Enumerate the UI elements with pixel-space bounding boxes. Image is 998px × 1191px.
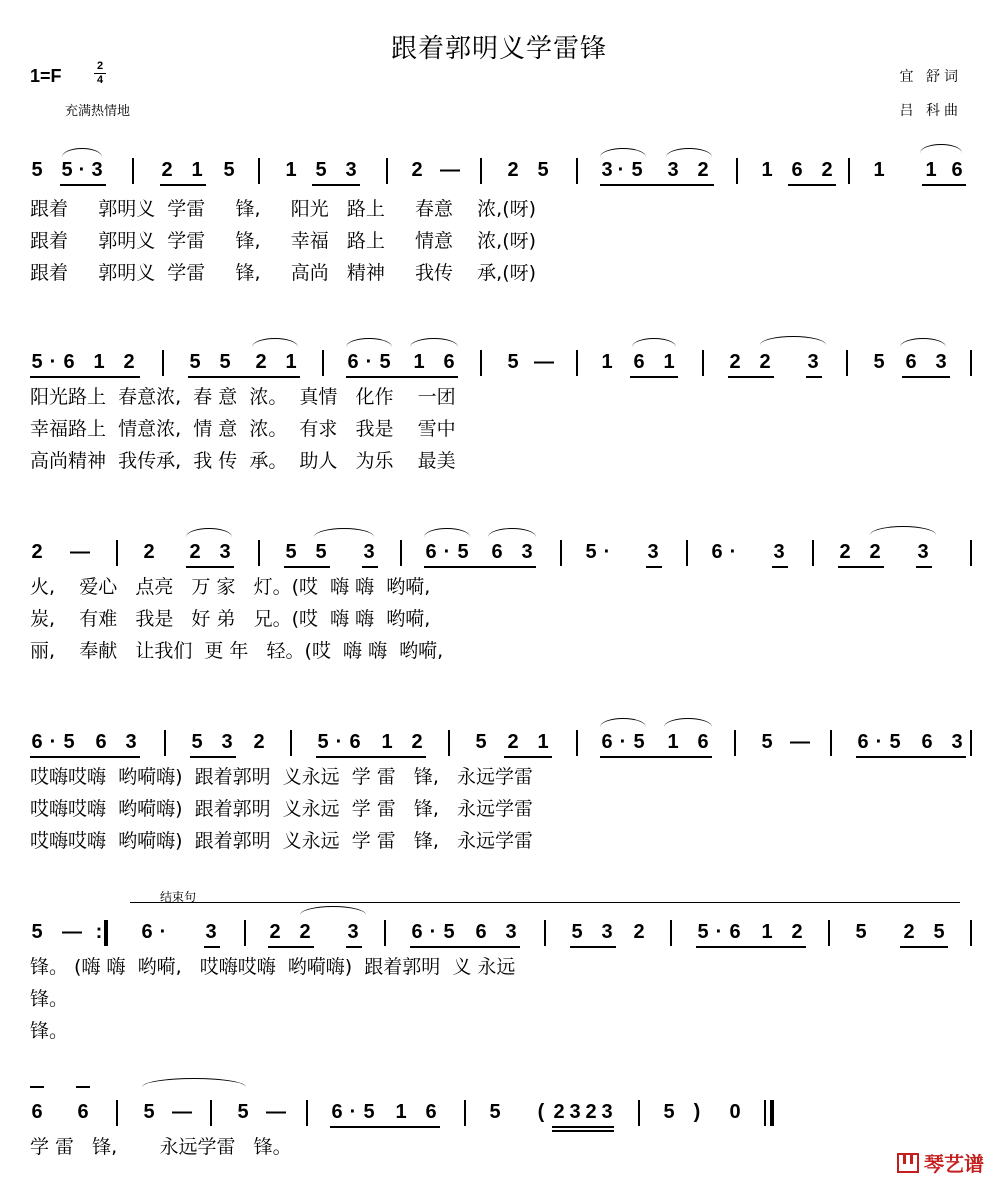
lyricist-credit: 宜 舒词 <box>899 69 962 85</box>
lyrics-row-3-verse-3: 丽, 奉献 让我们 更 年 轻。(哎 嗨 嗨 哟嗬, <box>30 640 444 662</box>
lyrics-row-1-verse-2: 跟着 郭明义 学雷 锋, 幸福 路上 情意 浓,(呀) <box>30 230 537 252</box>
lyrics-row-4-verse-1: 哎嗨哎嗨 哟嗬嗨) 跟着郭明 义永远 学 雷 锋, 永远学雷 <box>30 766 534 788</box>
lyrics-row-3-verse-2: 炭, 有难 我是 好 弟 兄。(哎 嗨 嗨 哟嗬, <box>30 608 431 630</box>
notes-row-4: 6 · 5 6 3 5 3 2 5 · 6 1 2 5 2 1 6 · 5 1 6 5 — 6 · 5 6 3 <box>0 730 998 760</box>
lyrics-row-6-verse-1: 学 雷 锋, 永远学雷 锋。 <box>30 1136 292 1158</box>
notes-row-5: 5 — : 6 · 3 2 2 3 6 · 5 6 3 5 3 2 5 · 6 1 2 5 2 5 <box>0 920 998 950</box>
time-signature-bottom: 4 <box>96 74 104 86</box>
key-signature: 1=F <box>30 66 62 86</box>
lyrics-row-4-verse-3: 哎嗨哎嗨 哟嗬嗨) 跟着郭明 义永远 学 雷 锋, 永远学雷 <box>30 830 534 852</box>
lyrics-row-1-verse-3: 跟着 郭明义 学雷 锋, 高尚 精神 我传 承,(呀) <box>30 262 537 284</box>
lyrics-row-2-verse-3: 高尚精神 我传承, 我 传 承。 助人 为乐 最美 <box>30 450 456 472</box>
site-logo-text: 琴艺谱 <box>924 1152 984 1176</box>
lyrics-row-5-verse-1: 锋。 (嗨 嗨 哟嗬, 哎嗨哎嗨 哟嗬嗨) 跟着郭明 义 永远 <box>30 956 516 978</box>
time-signature-top: 2 <box>96 60 104 72</box>
score-title: 跟着郭明义学雷锋 <box>390 34 607 64</box>
ending-bracket <box>130 902 960 903</box>
notes-row-3: 2 — 2 2 3 5 5 3 6 · 5 6 3 5 · 3 6 · 3 2 2 3 <box>0 540 998 570</box>
tempo-marking: 充满热情地 <box>65 104 131 119</box>
notes-row-2: 5 · 6 1 2 5 5 2 1 6 · 5 1 6 5 — 1 6 1 2 2 3 5 6 3 <box>0 350 998 380</box>
lyrics-row-5-verse-2: 锋。 <box>30 988 69 1010</box>
lyrics-row-3-verse-1: 火, 爱心 点亮 万 家 灯。(哎 嗨 嗨 哟嗬, <box>30 576 431 598</box>
notes-row-6: 6 6 5 — 5 — 6 · 5 1 6 5 ( 2 3 2 3 5 ) 0 <box>0 1100 998 1130</box>
lyrics-row-2-verse-1: 阳光路上 春意浓, 春 意 浓。 真情 化作 一团 <box>30 386 456 408</box>
time-signature <box>92 60 108 87</box>
ending-label: 结束句 <box>160 890 197 904</box>
piano-key-icon <box>896 1151 920 1175</box>
lyrics-row-4-verse-2: 哎嗨哎嗨 哟嗬嗨) 跟着郭明 义永远 学 雷 锋, 永远学雷 <box>30 798 534 820</box>
lyrics-row-2-verse-2: 幸福路上 情意浓, 情 意 浓。 有求 我是 雪中 <box>30 418 456 440</box>
lyrics-row-5-verse-3: 锋。 <box>30 1020 69 1042</box>
composer-credit: 吕 科曲 <box>899 103 962 119</box>
notes-row-1: 5 5 · 3 2 1 5 1 5 3 2 — 2 5 3 · 5 3 2 1 6 2 1 1 6 <box>0 158 998 188</box>
site-logo <box>896 1148 984 1177</box>
lyrics-row-1-verse-1: 跟着 郭明义 学雷 锋, 阳光 路上 春意 浓,(呀) <box>30 198 537 220</box>
